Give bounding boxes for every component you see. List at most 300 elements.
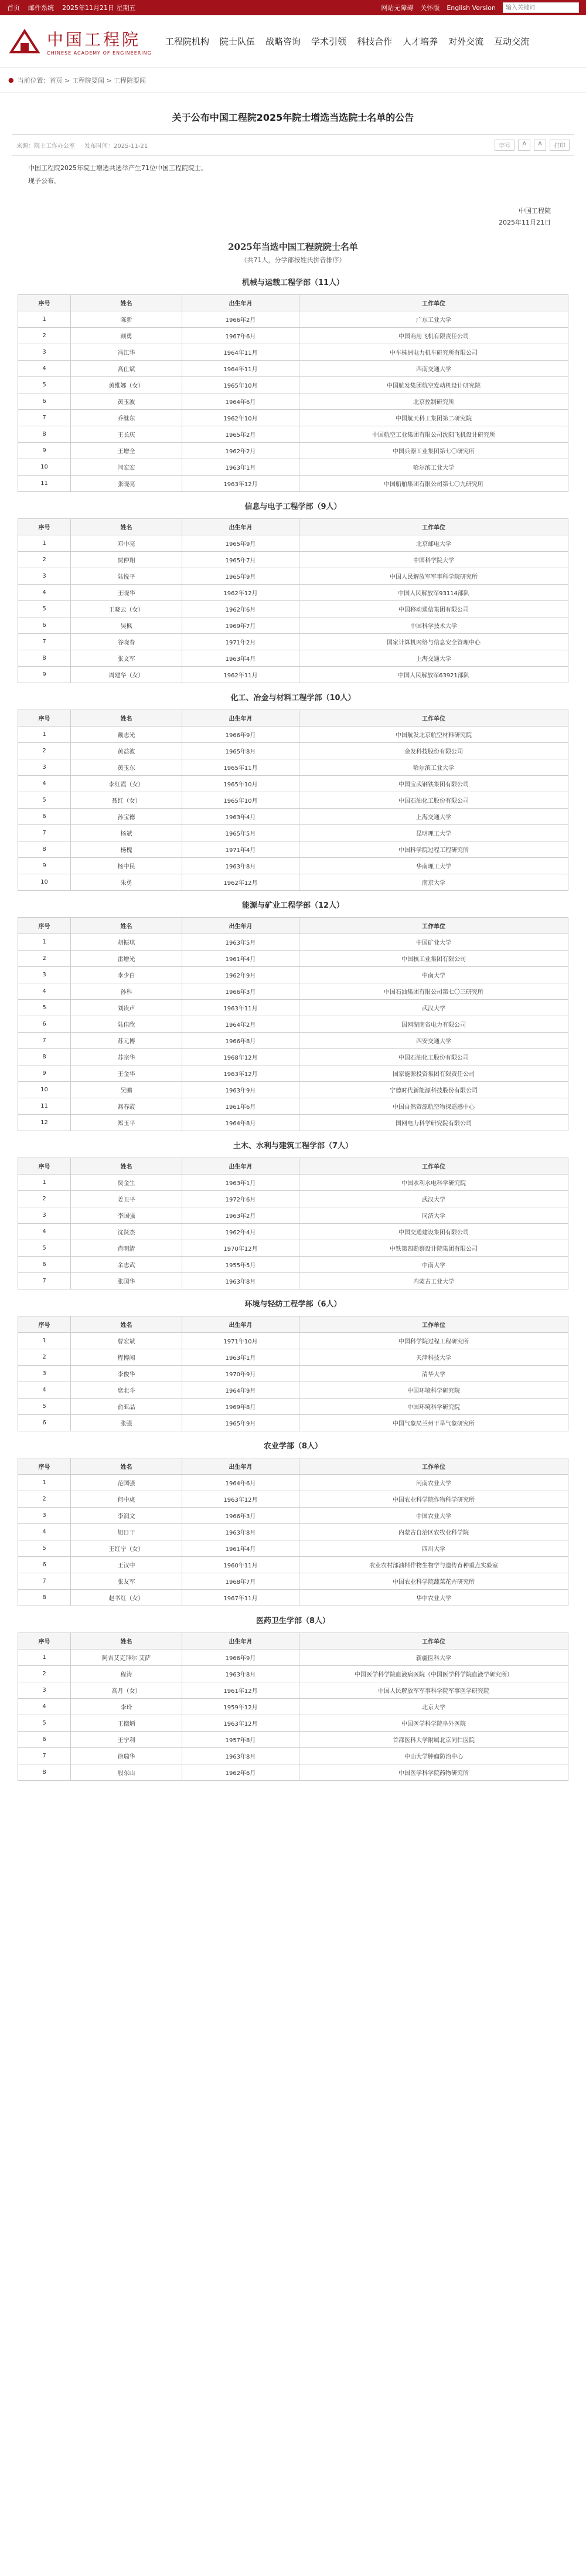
table-cell: 5 [18, 1000, 71, 1016]
table-cell: 中国船舶集团有限公司第七〇九研究所 [299, 476, 568, 492]
table-row [18, 792, 568, 809]
table-header: 工作单位 [299, 519, 568, 535]
font-smaller-button[interactable]: A [534, 140, 546, 151]
table-header: 工作单位 [299, 918, 568, 934]
nav-item[interactable]: 人才培养 [403, 36, 438, 47]
table-row [18, 1000, 568, 1016]
nav-item[interactable]: 战略咨询 [265, 36, 301, 47]
table-row [18, 1207, 568, 1224]
table-cell: 1963年9月 [182, 1082, 299, 1098]
list-title: 2025年当选中国工程院院士名单 [228, 242, 358, 252]
table-cell: 6 [18, 1557, 71, 1573]
table-row [18, 667, 568, 683]
table-header: 工作单位 [299, 1316, 568, 1333]
table-cell: 9 [18, 858, 71, 874]
main-nav [165, 35, 529, 47]
table-cell: 1964年9月 [182, 1382, 299, 1399]
table-row [18, 393, 568, 410]
section-title: 化工、冶金与材料工程学部（10人） [230, 694, 356, 702]
table-cell: 戴志光 [71, 727, 182, 743]
table-cell: 中国科学技术大学 [299, 617, 568, 634]
table-cell: 1965年10月 [182, 377, 299, 393]
table-cell: 河南农业大学 [299, 1475, 568, 1491]
table-cell: 1971年4月 [182, 841, 299, 858]
table-row [18, 1540, 568, 1557]
table-cell: 西南交通大学 [299, 361, 568, 377]
table-cell: 4 [18, 1382, 71, 1399]
table-cell: 1970年9月 [182, 1366, 299, 1382]
section-title: 机械与运载工程学部（11人） [241, 279, 345, 287]
table-cell: 1966年8月 [182, 1033, 299, 1049]
nav-item[interactable]: 对外交流 [448, 36, 484, 47]
table-cell: 1970年12月 [182, 1240, 299, 1257]
table-cell: 5 [18, 1715, 71, 1732]
table-row [18, 841, 568, 858]
table-row [18, 983, 568, 1000]
table-row [18, 585, 568, 601]
table-cell: 陈新 [71, 311, 182, 328]
table-cell: 1962年6月 [182, 1764, 299, 1781]
table-header: 姓名 [71, 1316, 182, 1333]
table-cell: 乔继东 [71, 410, 182, 426]
table-row [18, 1699, 568, 1715]
table-cell: 3 [18, 1508, 71, 1524]
table-cell: 杨斌 [71, 825, 182, 841]
date-text: 2025年11月21日 星期五 [62, 4, 136, 12]
table-cell: 1961年12月 [182, 1682, 299, 1699]
table-cell: 中国科学院过程工程研究所 [299, 841, 568, 858]
table-row [18, 1491, 568, 1508]
table-row [18, 1273, 568, 1289]
table-cell: 沈贤杰 [71, 1224, 182, 1240]
table-cell: 农业农村部油料作物生物学与遗传育种重点实验室 [299, 1557, 568, 1573]
table-cell: 1965年11月 [182, 759, 299, 776]
table-cell: 6 [18, 1257, 71, 1273]
table-cell: 程涛 [71, 1666, 182, 1682]
table-cell: 2 [18, 743, 71, 759]
table-cell: 1962年10月 [182, 410, 299, 426]
table-cell: 中国科学院过程工程研究所 [299, 1333, 568, 1349]
table-cell: 4 [18, 361, 71, 377]
table-row [18, 1399, 568, 1415]
table-cell: 1965年9月 [182, 535, 299, 552]
table-cell: 8 [18, 1764, 71, 1781]
table-cell: 1 [18, 311, 71, 328]
academician-table [18, 518, 568, 683]
table-cell: 1 [18, 1475, 71, 1491]
print-button[interactable]: 打印 [550, 140, 570, 151]
table-cell: 王增全 [71, 443, 182, 459]
table-cell: 1964年11月 [182, 344, 299, 361]
academician-table [18, 1633, 568, 1781]
table-cell: 10 [18, 1082, 71, 1098]
table-cell: 中国移动通信集团有限公司 [299, 601, 568, 617]
section-title: 能源与矿业工程学部（12人） [241, 901, 345, 910]
table-cell: 张强 [71, 1415, 182, 1431]
table-cell: 1962年11月 [182, 667, 299, 683]
table-cell: 王汉中 [71, 1557, 182, 1573]
table-row [18, 328, 568, 344]
table-cell: 殷东山 [71, 1764, 182, 1781]
table-cell: 1963年5月 [182, 934, 299, 951]
article-meta [12, 134, 574, 156]
table-header: 序号 [18, 1458, 71, 1475]
table-cell: 1963年12月 [182, 1065, 299, 1082]
table-cell: 聂红（女） [71, 792, 182, 809]
table-cell: 4 [18, 1699, 71, 1715]
table-row [18, 1333, 568, 1349]
table-cell: 3 [18, 568, 71, 585]
table-cell: 杨槐 [71, 841, 182, 858]
table-cell: 国家能源投资集团有限责任公司 [299, 1065, 568, 1082]
table-row [18, 1382, 568, 1399]
table-cell: 1965年10月 [182, 792, 299, 809]
table-cell: 1968年12月 [182, 1049, 299, 1065]
table-header: 工作单位 [299, 1633, 568, 1650]
table-cell: 4 [18, 1524, 71, 1540]
table-cell: 1955年5月 [182, 1257, 299, 1273]
table-cell: 1962年6月 [182, 601, 299, 617]
table-cell: 孙科 [71, 983, 182, 1000]
table-cell: 谷晓春 [71, 634, 182, 650]
table-cell: 张友军 [71, 1573, 182, 1590]
table-row [18, 951, 568, 967]
section-title: 农业学部（8人） [263, 1442, 323, 1451]
table-row [18, 1650, 568, 1666]
table-cell: 1962年12月 [182, 585, 299, 601]
table-cell: 肖明清 [71, 1240, 182, 1257]
table-cell: 王晓云（女） [71, 601, 182, 617]
table-cell: 2 [18, 951, 71, 967]
table-cell: 5 [18, 377, 71, 393]
table-row [18, 1257, 568, 1273]
table-cell: 李红霞（女） [71, 776, 182, 792]
table-cell: 1963年8月 [182, 858, 299, 874]
table-cell: 4 [18, 1224, 71, 1240]
nav-item[interactable]: 学术引领 [311, 36, 347, 47]
table-cell: 1967年11月 [182, 1590, 299, 1606]
table-cell: 高月（女） [71, 1682, 182, 1699]
table-cell: 俞亚晶 [71, 1399, 182, 1415]
logo-title: 中国工程院 [47, 30, 141, 49]
table-row [18, 1366, 568, 1382]
table-cell: 9 [18, 443, 71, 459]
table-header: 姓名 [71, 295, 182, 311]
table-cell: 李俊华 [71, 1366, 182, 1382]
table-cell: 3 [18, 759, 71, 776]
table-row [18, 1016, 568, 1033]
table-cell: 杨中民 [71, 858, 182, 874]
table-cell: 1965年8月 [182, 743, 299, 759]
table-cell: 徐瑞华 [71, 1748, 182, 1764]
table-row [18, 1049, 568, 1065]
table-cell: 6 [18, 1016, 71, 1033]
table-cell: 1963年12月 [182, 1715, 299, 1732]
table-cell: 中国人民解放军63921部队 [299, 667, 568, 683]
table-cell: 1961年6月 [182, 1098, 299, 1115]
table-cell: 贾金生 [71, 1175, 182, 1191]
table-row [18, 1475, 568, 1491]
nav-item[interactable]: 互动交流 [494, 36, 530, 47]
table-cell: 武汉大学 [299, 1000, 568, 1016]
table-cell: 2 [18, 1666, 71, 1682]
table-row [18, 1573, 568, 1590]
table-cell: 1957年8月 [182, 1732, 299, 1748]
nav-item[interactable]: 科技合作 [357, 36, 393, 47]
table-row [18, 1557, 568, 1573]
table-header: 工作单位 [299, 295, 568, 311]
table-cell: 8 [18, 841, 71, 858]
table-cell: 中国石油集团有限公司第七〇三研究所 [299, 983, 568, 1000]
table-cell: 5 [18, 1399, 71, 1415]
academician-table [18, 1458, 568, 1606]
paragraph: 现予公布。 [28, 177, 60, 185]
table-cell: 1963年1月 [182, 459, 299, 476]
table-header: 序号 [18, 710, 71, 727]
table-cell: 张文军 [71, 650, 182, 667]
sections-container [12, 276, 574, 1781]
table-cell: 金发科技股份有限公司 [299, 743, 568, 759]
table-header: 出生年月 [182, 918, 299, 934]
table-cell: 苏宗华 [71, 1049, 182, 1065]
table-cell: 张晓亮 [71, 476, 182, 492]
table-row [18, 1415, 568, 1431]
table-cell: 姜卫平 [71, 1191, 182, 1207]
table-cell: 1962年9月 [182, 967, 299, 983]
academician-table [18, 917, 568, 1131]
table-cell: 吴枫 [71, 617, 182, 634]
table-row [18, 874, 568, 891]
table-cell: 北京大学 [299, 1699, 568, 1715]
table-row [18, 1715, 568, 1732]
table-row [18, 825, 568, 841]
table-row [18, 967, 568, 983]
nav-item[interactable]: 工程院机构 [165, 36, 210, 47]
table-cell: 燕春霞 [71, 1098, 182, 1115]
logo[interactable] [7, 27, 154, 56]
article-source: 来源：院士工作办公室 [16, 143, 75, 150]
table-cell: 9 [18, 667, 71, 683]
table-cell: 张国华 [71, 1273, 182, 1289]
table-cell: 1 [18, 535, 71, 552]
table-cell: 中铁第四勘察设计院集团有限公司 [299, 1240, 568, 1257]
table-cell: 1966年3月 [182, 983, 299, 1000]
table-cell: 1963年8月 [182, 1666, 299, 1682]
table-cell: 4 [18, 983, 71, 1000]
table-cell: 1965年9月 [182, 1415, 299, 1431]
table-cell: 上海交通大学 [299, 650, 568, 667]
table-row [18, 410, 568, 426]
table-cell: 1971年2月 [182, 634, 299, 650]
table-row [18, 1732, 568, 1748]
table-cell: 6 [18, 809, 71, 825]
table-cell: 1963年4月 [182, 650, 299, 667]
table-header: 出生年月 [182, 1633, 299, 1650]
table-cell: 华南理工大学 [299, 858, 568, 874]
table-cell: 中车株洲电力机车研究所有限公司 [299, 344, 568, 361]
top-bar [0, 0, 586, 15]
table-header: 姓名 [71, 519, 182, 535]
table-header: 工作单位 [299, 1458, 568, 1475]
table-cell: 1962年4月 [182, 1224, 299, 1240]
table-header: 出生年月 [182, 1158, 299, 1175]
table-header: 序号 [18, 295, 71, 311]
breadcrumb-text: 当前位置：首页 > 工程院要闻 > 工程院要闻 [17, 76, 146, 84]
table-cell: 宁德时代新能源科技股份有限公司 [299, 1082, 568, 1098]
search-input[interactable] [503, 2, 579, 13]
table-cell: 李润文 [71, 1508, 182, 1524]
table-cell: 1972年6月 [182, 1191, 299, 1207]
table-cell: 中国农业科学院作物科学研究所 [299, 1491, 568, 1508]
table-cell: 广东工业大学 [299, 311, 568, 328]
table-header: 序号 [18, 1633, 71, 1650]
table-cell: 朱勇 [71, 874, 182, 891]
table-cell: 西安交通大学 [299, 1033, 568, 1049]
table-cell: 1964年6月 [182, 393, 299, 410]
table-row [18, 476, 568, 492]
table-cell: 10 [18, 874, 71, 891]
table-row [18, 1349, 568, 1366]
table-row [18, 759, 568, 776]
table-cell: 中国科学院大学 [299, 552, 568, 568]
table-row [18, 743, 568, 759]
table-cell: 3 [18, 1682, 71, 1699]
table-cell: 中国人民解放军军事科学院研究所 [299, 568, 568, 585]
table-cell: 吴鹏 [71, 1082, 182, 1098]
font-size-label: 字号 [495, 140, 515, 151]
article [12, 110, 574, 1781]
table-cell: 王德炳 [71, 1715, 182, 1732]
table-cell: 7 [18, 1748, 71, 1764]
mail-link[interactable]: 邮件系统 [28, 4, 54, 12]
table-cell: 中国交通建设集团有限公司 [299, 1224, 568, 1240]
table-cell: 周建华（女） [71, 667, 182, 683]
table-row [18, 1082, 568, 1098]
signature-org: 中国工程院 [519, 207, 551, 215]
table-row [18, 535, 568, 552]
table-row [18, 459, 568, 476]
article-title: 关于公布中国工程院2025年院士增选当选院士名单的公告 [172, 112, 414, 123]
section-title: 环境与轻纺工程学部（6人） [244, 1300, 342, 1309]
article-body [12, 156, 574, 194]
table-cell: 陆悦平 [71, 568, 182, 585]
table-cell: 1964年11月 [182, 361, 299, 377]
table-row [18, 650, 568, 667]
paragraph: 中国工程院2025年院士增选共选举产生71位中国工程院院士。 [28, 164, 207, 172]
table-cell: 中国环境科学研究院 [299, 1399, 568, 1415]
table-cell: 华中农业大学 [299, 1590, 568, 1606]
table-cell: 国网湖南省电力有限公司 [299, 1016, 568, 1033]
table-cell: 5 [18, 601, 71, 617]
table-cell: 2 [18, 328, 71, 344]
table-cell: 黄玉波 [71, 393, 182, 410]
section-title: 土木、水利与建筑工程学部（7人） [233, 1142, 353, 1150]
table-cell: 胡振琪 [71, 934, 182, 951]
home-link[interactable]: 首页 [7, 4, 20, 12]
table-cell: 1959年12月 [182, 1699, 299, 1715]
table-cell: 5 [18, 1540, 71, 1557]
table-row [18, 1508, 568, 1524]
table-row [18, 934, 568, 951]
table-cell: 1 [18, 1333, 71, 1349]
table-cell: 1962年2月 [182, 443, 299, 459]
table-cell: 6 [18, 1732, 71, 1748]
table-header: 姓名 [71, 918, 182, 934]
table-cell: 7 [18, 825, 71, 841]
table-cell: 1965年5月 [182, 825, 299, 841]
breadcrumb [0, 68, 586, 93]
table-cell: 11 [18, 476, 71, 492]
table-cell: 中国气象局兰州干旱气象研究所 [299, 1415, 568, 1431]
table-cell: 雷增光 [71, 951, 182, 967]
table-cell: 清华大学 [299, 1366, 568, 1382]
table-row [18, 443, 568, 459]
table-cell: 天津科技大学 [299, 1349, 568, 1366]
table-cell: 1 [18, 727, 71, 743]
font-larger-button[interactable]: A [518, 140, 530, 151]
table-cell: 1966年9月 [182, 727, 299, 743]
table-cell: 中国医学科学院血液病医院（中国医学科学院血液学研究所） [299, 1666, 568, 1682]
nav-item[interactable]: 院士队伍 [220, 36, 255, 47]
table-cell: 1968年7月 [182, 1573, 299, 1590]
table-cell: 赵书红（女） [71, 1590, 182, 1606]
table-row [18, 1748, 568, 1764]
table-cell: 中国核工业集团有限公司 [299, 951, 568, 967]
table-cell: 4 [18, 585, 71, 601]
table-cell: 1964年6月 [182, 1475, 299, 1491]
table-cell: 中国矿业大学 [299, 934, 568, 951]
table-header: 出生年月 [182, 710, 299, 727]
table-cell: 哈尔滨工业大学 [299, 759, 568, 776]
table-cell: 北京控制研究所 [299, 393, 568, 410]
table-header: 出生年月 [182, 1458, 299, 1475]
table-row [18, 426, 568, 443]
table-cell: 北京邮电大学 [299, 535, 568, 552]
table-cell: 1971年10月 [182, 1333, 299, 1349]
table-cell: 1963年1月 [182, 1349, 299, 1366]
table-row [18, 568, 568, 585]
article-date: 发布时间：2025-11-21 [84, 143, 148, 150]
table-cell: 南京大学 [299, 874, 568, 891]
table-cell: 7 [18, 1033, 71, 1049]
table-cell: 内蒙古工业大学 [299, 1273, 568, 1289]
table-row [18, 1065, 568, 1082]
signature [12, 205, 574, 229]
table-cell: 1969年8月 [182, 1399, 299, 1415]
table-cell: 1963年11月 [182, 1000, 299, 1016]
table-cell: 2 [18, 1349, 71, 1366]
care-link[interactable]: 关怀版 [420, 4, 440, 12]
table-cell: 8 [18, 426, 71, 443]
table-row [18, 601, 568, 617]
header [0, 15, 586, 68]
table-row [18, 634, 568, 650]
table-cell: 3 [18, 1366, 71, 1382]
table-cell: 苏元博 [71, 1033, 182, 1049]
table-cell: 中国医学科学院阜外医院 [299, 1715, 568, 1732]
table-cell: 内蒙古自治区农牧业科学院 [299, 1524, 568, 1540]
table-row [18, 311, 568, 328]
table-cell: 同济大学 [299, 1207, 568, 1224]
table-row [18, 1033, 568, 1049]
table-cell: 8 [18, 650, 71, 667]
accessibility-link[interactable]: 网站无障碍 [381, 4, 414, 12]
english-link[interactable]: English Version [447, 4, 496, 12]
table-cell: 昆明理工大学 [299, 825, 568, 841]
table-cell: 6 [18, 1415, 71, 1431]
table-header: 序号 [18, 1158, 71, 1175]
table-cell: 1961年4月 [182, 1540, 299, 1557]
